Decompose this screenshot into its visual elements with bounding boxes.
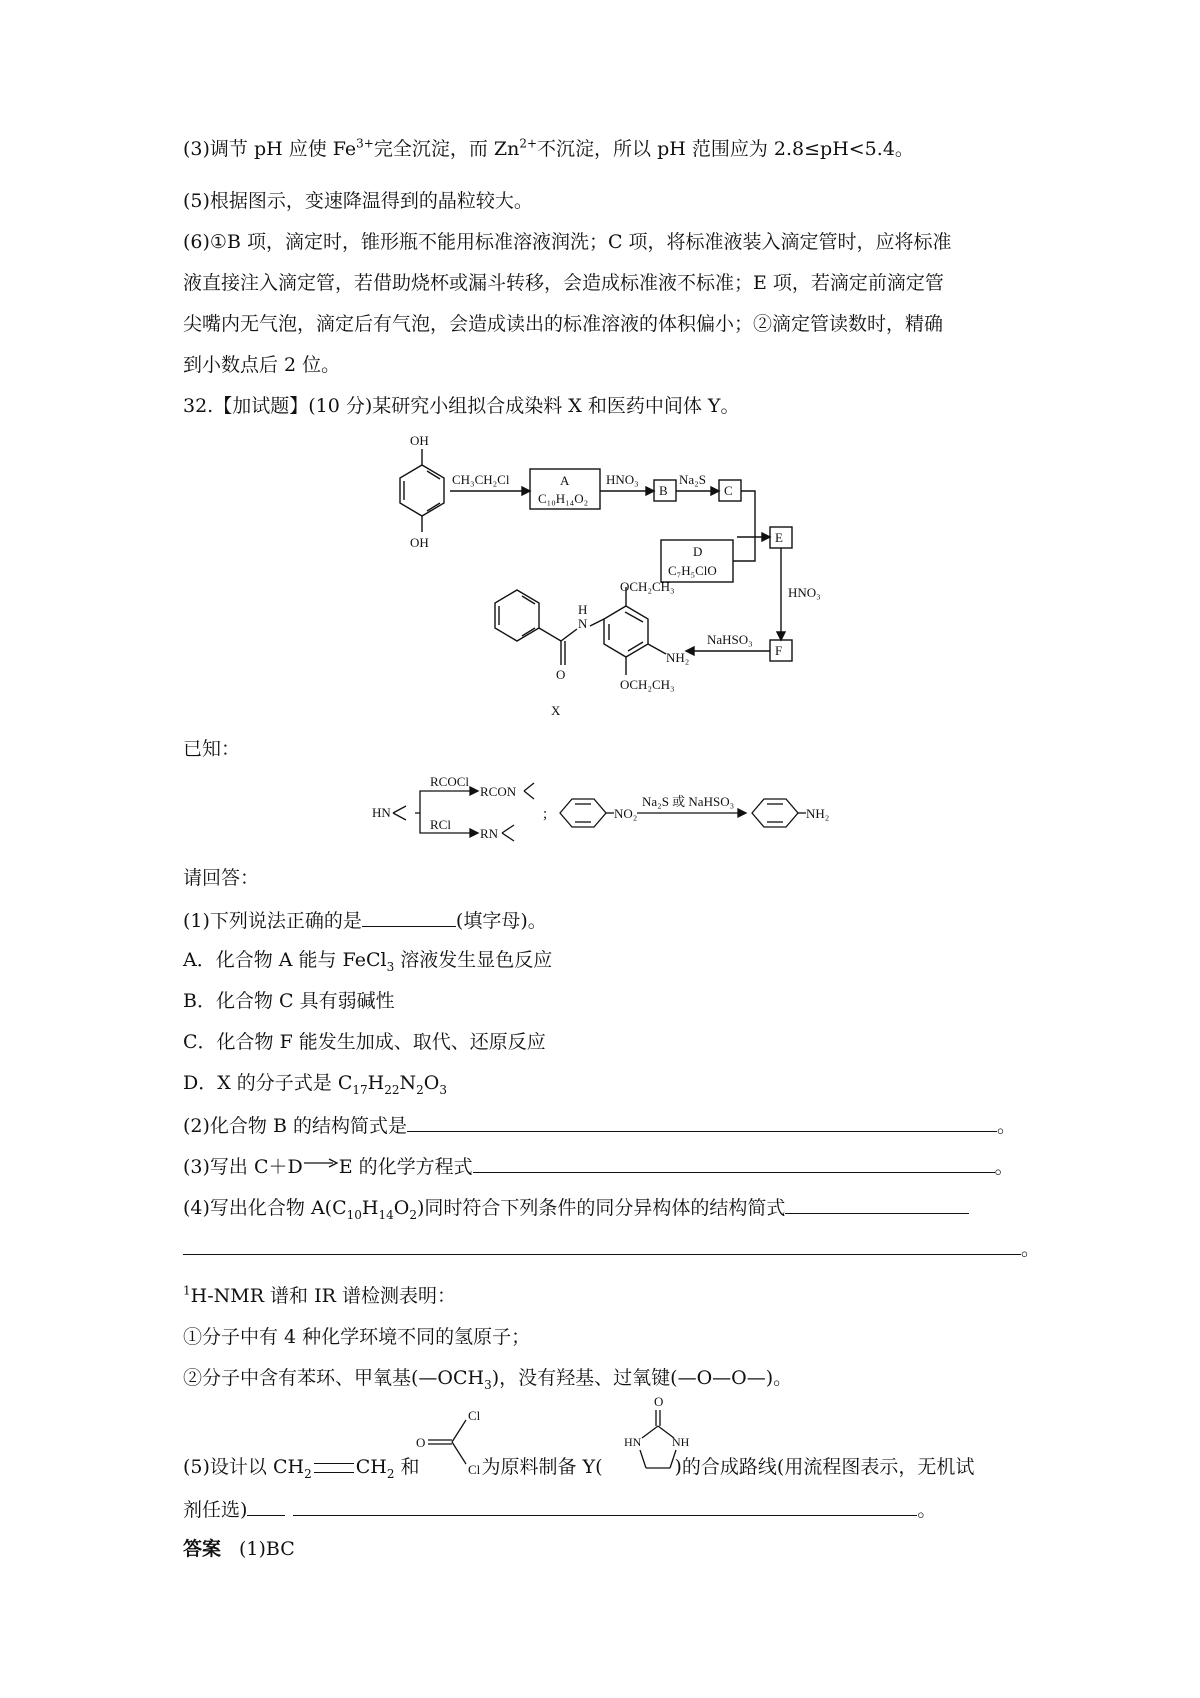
question-2: (2)化合物 B 的结构简式是 。: [183, 1111, 1016, 1139]
option-d: D．X 的分子式是 $C_{17}H_{22}N_2O_3$: [183, 1072, 448, 1097]
compound-x-structure: [495, 579, 689, 718]
condition-2: ②分子中含有苯环、甲氧基$(—OCH_3)$，没有羟基、过氧键(—O—O—)。: [183, 1367, 793, 1392]
formula-a: C₁₀H₁₄O₂: [538, 491, 589, 506]
explanation-line-6d: 到小数点后 2 位。: [183, 354, 341, 376]
answer-blank-3[interactable]: [473, 1152, 995, 1173]
answer-blank-4b[interactable]: [183, 1234, 1021, 1255]
known-reactions: [0, 768, 1200, 868]
oh-top: OH: [410, 433, 429, 448]
question-1: (1)下列说法正确的是 (填字母)。: [183, 906, 547, 934]
synthesis-scheme: [0, 425, 1200, 725]
x-oet-top: OCH₂CH₃: [620, 579, 675, 594]
label-f: F: [775, 643, 783, 658]
label-b: B: [659, 483, 668, 498]
known-reagent: Na₂S 或 NaHSO₃: [642, 794, 735, 809]
explanation-line-6a: (6)①B 项，滴定时，锥形瓶不能用标准溶液润洗；C 项，将标准液装入滴定管时，应将标准: [183, 231, 952, 253]
reagent-hno3-2: HNO₃: [788, 585, 821, 600]
label-c: C: [724, 483, 733, 498]
label-a: A: [560, 473, 570, 488]
label-e: E: [775, 530, 783, 545]
question-5: (5)设计以 $CH_2$ $CH_2$ 和 为原料制备 Y( )的合成路线(用流程图表示，无机试: [183, 1456, 975, 1481]
phosgene-cl-bottom: Cl: [468, 1462, 481, 1477]
x-nh2: NH₂: [666, 650, 690, 665]
reagent-nahso3: NaHSO₃: [707, 632, 753, 647]
condition-1: ①分子中有 4 种化学环境不同的氢原子；: [183, 1326, 531, 1348]
answer-label: 答案: [183, 1538, 222, 1560]
hydroquinone-structure: [400, 433, 444, 550]
question-4: (4)写出化合物 $A(C_{10}H_{14}O_2)$同时符合下列条件的同分异构体的结构简式: [183, 1193, 969, 1221]
explanation-line-6b: 液直接注入滴定管，若借助烧杯或漏斗转移，会造成标准液不标准；E 项，若滴定前滴定管: [183, 272, 944, 294]
ring-hn: HN: [624, 1435, 642, 1449]
reagent-ch3ch2cl: CH₃CH₂Cl: [452, 472, 510, 487]
question-5-continued: 剂任选) 。: [183, 1495, 936, 1523]
explanation-line-3: (3)调节 pH 应使 $Fe^{3+}$完全沉淀，而 $Zn^{2+}$不沉淀，所以 pH 范围应为 2.8≤pH<5.4。: [183, 136, 914, 160]
phosgene-structure: [400, 1398, 510, 1498]
answer-blank-5b[interactable]: [293, 1495, 917, 1516]
known-no2: NO₂: [614, 806, 638, 821]
reagent-hno3-1: HNO₃: [606, 472, 639, 487]
known-rcon: RCON: [480, 784, 517, 799]
phosgene-cl-top: Cl: [468, 1408, 481, 1423]
known-rn: RN: [480, 826, 499, 841]
known-label: 已知：: [183, 738, 241, 760]
answer-value: (1)BC: [239, 1538, 295, 1560]
answer-blank-2[interactable]: [407, 1111, 997, 1132]
answer-blank-5a[interactable]: [247, 1495, 285, 1516]
reagent-na2s: Na₂S: [679, 472, 706, 487]
answer-line: [183, 1536, 295, 1562]
known-rcocl: RCOCl: [430, 774, 470, 789]
x-label: X: [551, 703, 561, 718]
formula-d: C₇H₅ClO: [668, 563, 717, 578]
known-hn: HN: [372, 805, 391, 820]
x-oet-bottom: OCH₂CH₃: [620, 677, 675, 692]
answer-blank-1[interactable]: [362, 906, 456, 927]
oh-bottom: OH: [410, 535, 429, 550]
option-b: B．化合物 C 具有弱碱性: [183, 990, 395, 1012]
known-rcl: RCl: [430, 817, 451, 832]
explanation-line-6c: 尖嘴内无气泡，滴定后有气泡，会造成读出的标准溶液的体积偏小；②滴定管读数时，精确: [183, 313, 944, 335]
explanation-line-5: (5)根据图示，变速降温得到的晶粒较大。: [183, 190, 533, 212]
x-amide-n: N: [578, 616, 588, 631]
ring-nh: NH: [672, 1435, 690, 1449]
option-a: A．化合物 A 能与 FeCl$_3$ 溶液发生显色反应: [183, 949, 553, 974]
question-title: 32.【加试题】(10 分)某研究小组拟合成染料 X 和医药中间体 Y。: [183, 395, 740, 417]
option-c: C．化合物 F 能发生加成、取代、还原反应: [183, 1031, 546, 1053]
nmr-line: $^1$H-NMR 谱和 IR 谱检测表明：: [183, 1283, 456, 1307]
x-carbonyl-o: O: [556, 667, 566, 682]
question-4-continued: 。: [183, 1234, 1040, 1262]
please-answer: 请回答：: [183, 867, 260, 889]
x-amide-h: H: [578, 602, 588, 617]
label-d: D: [693, 544, 703, 559]
phosgene-o: O: [416, 1435, 426, 1450]
reaction-arrow: [303, 1149, 339, 1175]
known-nh2: NH₂: [806, 806, 830, 821]
question-3: (3)写出 C＋D E 的化学方程式 。: [183, 1152, 1014, 1180]
double-bond: [314, 1463, 354, 1473]
answer-blank-4a[interactable]: [785, 1193, 969, 1214]
known-semicolon: ;: [543, 806, 548, 822]
ring-o: O: [654, 1394, 664, 1409]
